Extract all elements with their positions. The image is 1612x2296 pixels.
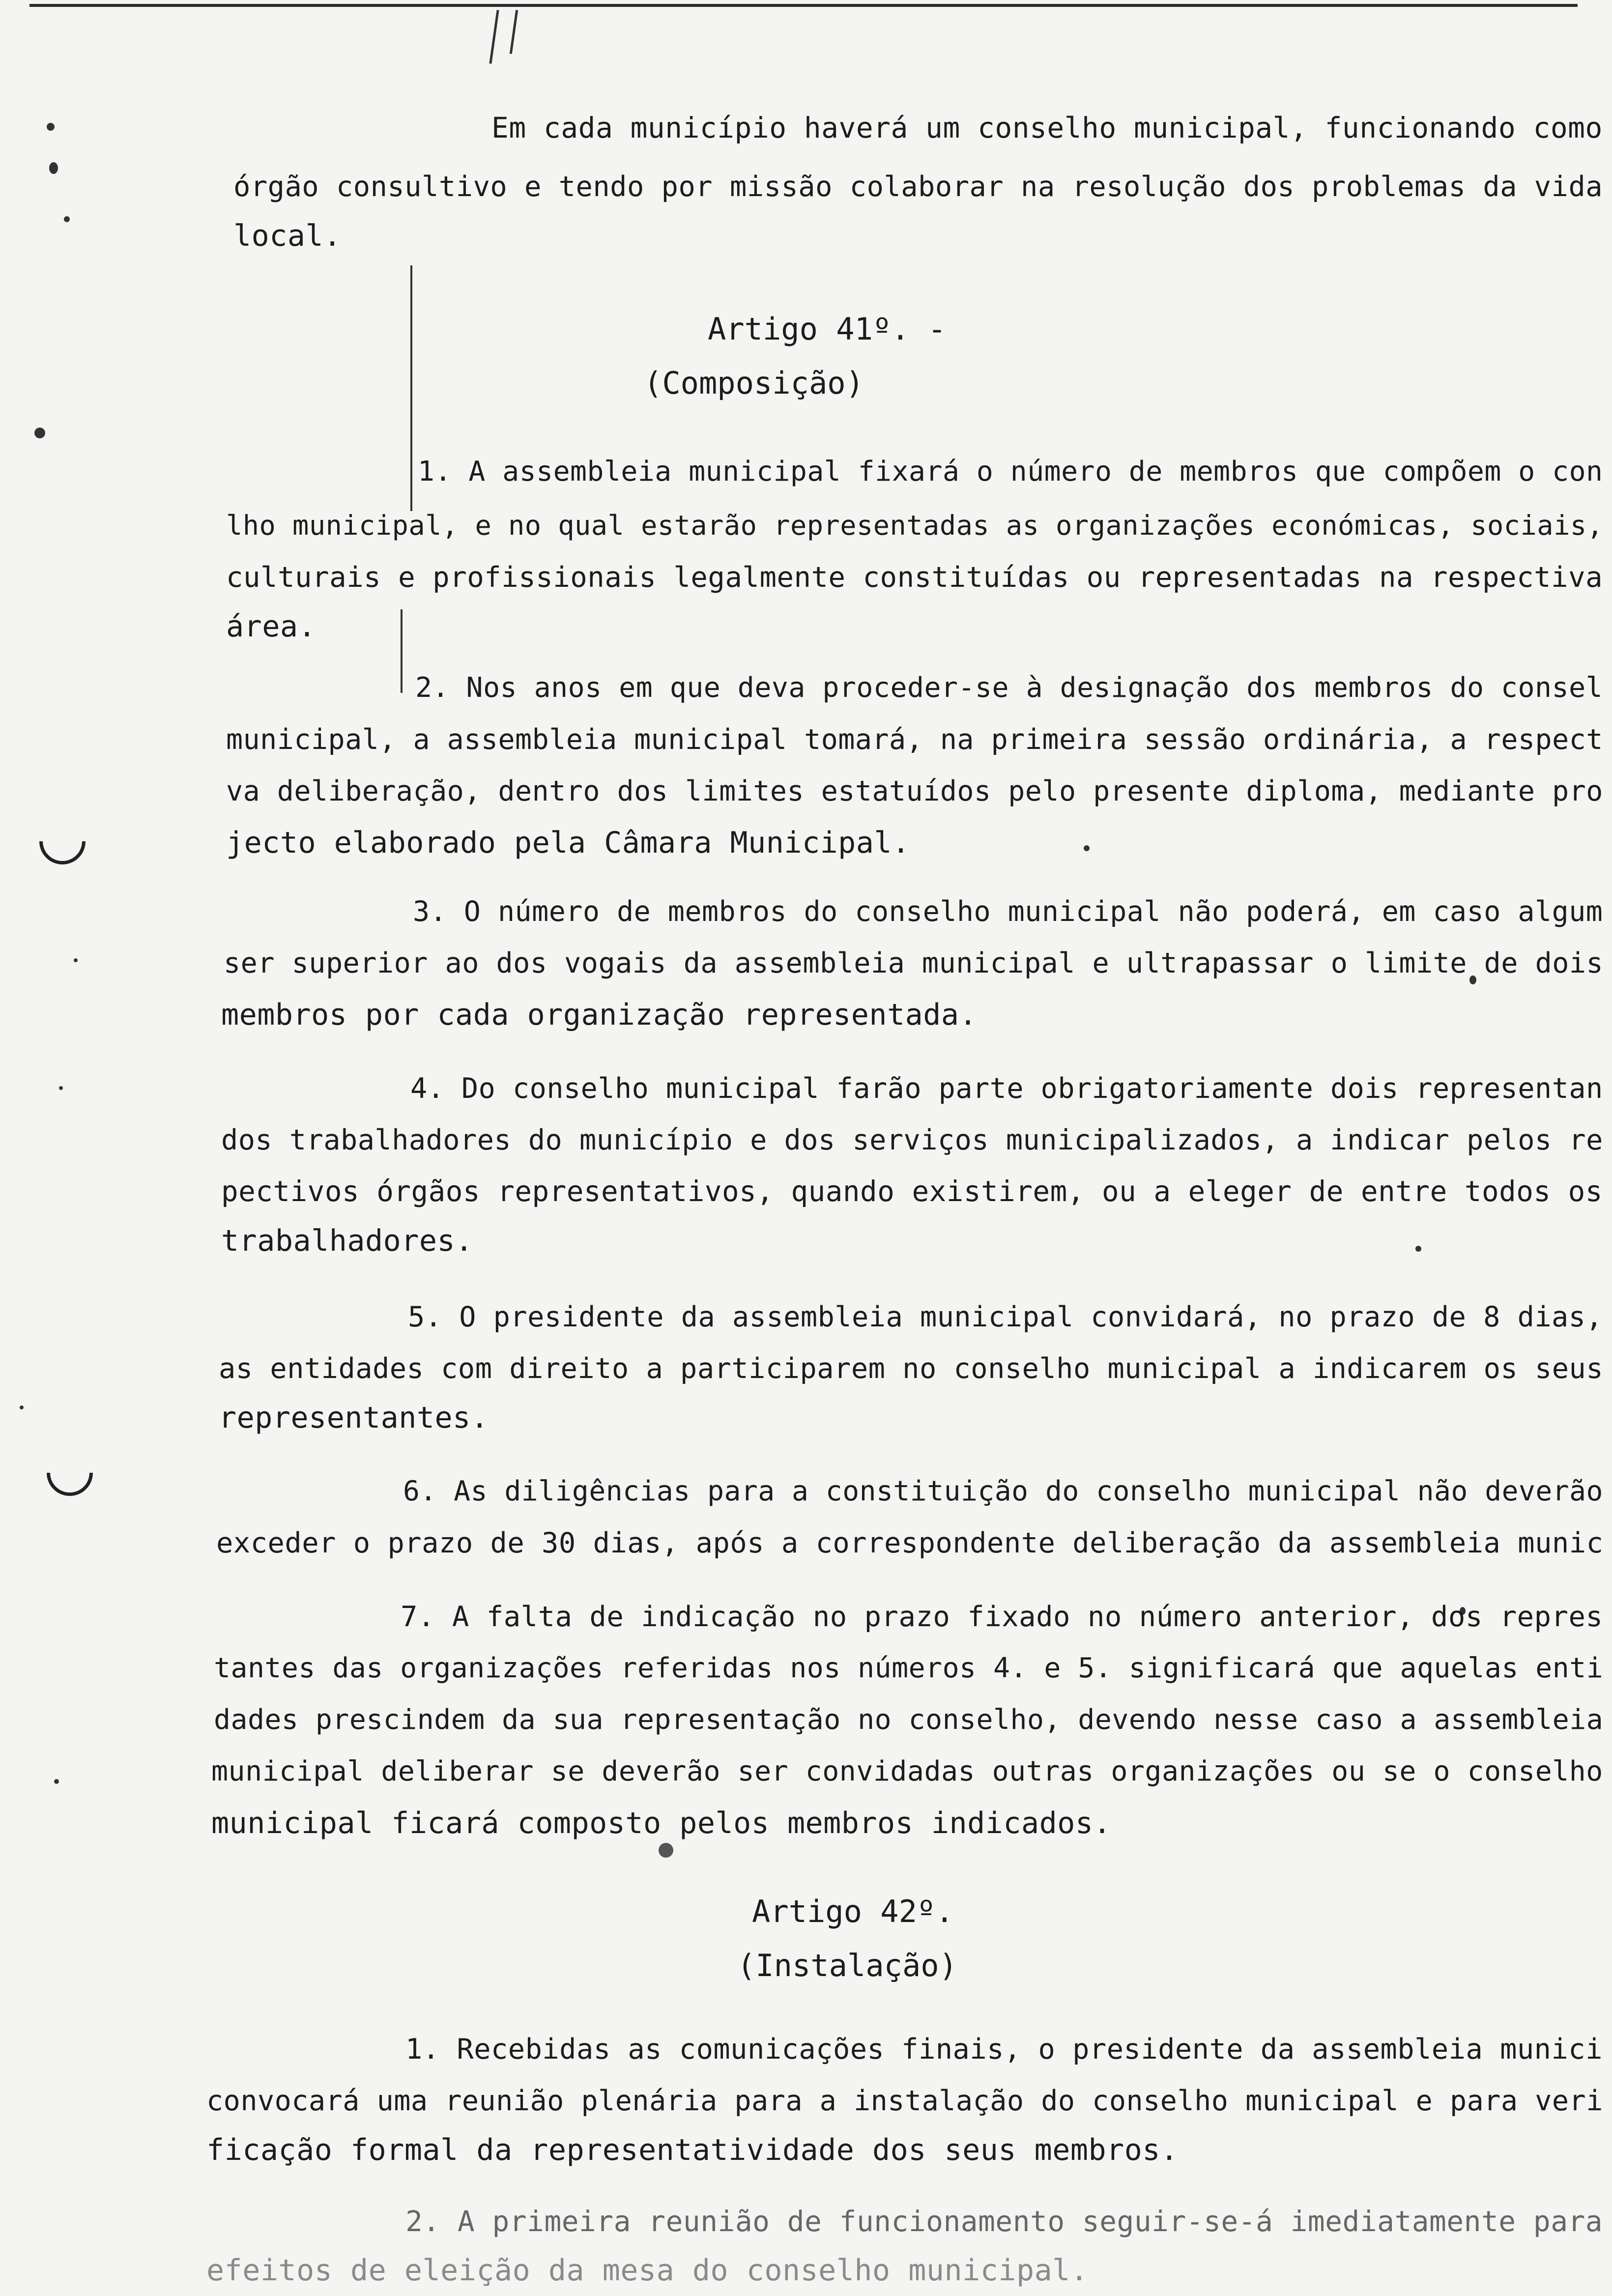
margin-mark bbox=[510, 10, 518, 54]
top-border-line bbox=[29, 4, 1578, 7]
article-42-subtitle: (Instalação) bbox=[737, 1948, 957, 1983]
article-42-title: Artigo 42º. bbox=[752, 1894, 954, 1929]
paragraph-line: municipal ficará composto pelos membros indicados. bbox=[211, 1806, 1112, 1840]
intro-line: local. bbox=[233, 219, 342, 253]
paragraph-line: 2. A primeira reunião de funcionamento seguir-se-á imediatamente para bbox=[405, 2205, 1603, 2238]
paragraph-line: 7. A falta de indicação no prazo fixado no número anterior, dos repres bbox=[401, 1601, 1603, 1633]
intro-line: órgão consultivo e tendo por missão colaborar na resolução dos problemas da vida bbox=[233, 171, 1603, 203]
paragraph-line: va deliberação, dentro dos limites estatuídos pelo presente diploma, mediante pro bbox=[226, 775, 1603, 807]
paragraph-line: 6. As diligências para a constituição do conselho municipal não deverão bbox=[403, 1475, 1603, 1507]
paragraph-line: ser superior ao dos vogais da assembleia municipal e ultrapassar o limite de dois bbox=[224, 947, 1604, 979]
paragraph-line: dades prescindem da sua representação no conselho, devendo nesse caso a assembleia bbox=[214, 1704, 1604, 1736]
scan-speck bbox=[34, 428, 45, 438]
paragraph-line: membros por cada organização representada. bbox=[221, 998, 978, 1032]
paragraph-line: 4. Do conselho municipal farão parte obrigatoriamente dois representan bbox=[410, 1072, 1603, 1105]
paragraph-line: exceder o prazo de 30 dias, após a correspondente deliberação da assembleia munic bbox=[216, 1527, 1604, 1559]
paragraph-line: efeitos de eleição da mesa do conselho municipal. bbox=[206, 2253, 1089, 2288]
scan-speck bbox=[47, 123, 55, 131]
margin-mark bbox=[410, 265, 412, 511]
paragraph-line: 2. Nos anos em que deva proceder-se à designação dos membros do consel bbox=[415, 672, 1603, 704]
paragraph-line: 1. Recebidas as comunicações finais, o presidente da assembleia munici bbox=[405, 2033, 1603, 2066]
binding-hole-mark bbox=[37, 1440, 103, 1506]
scan-speck bbox=[20, 1406, 24, 1409]
scan-speck bbox=[1415, 1246, 1421, 1252]
margin-mark bbox=[401, 609, 403, 693]
paragraph-line: 1. A assembleia municipal fixará o número de membros que compõem o con bbox=[418, 456, 1603, 488]
paragraph-line: lho municipal, e no qual estarão representadas as organizações económicas, sociais, bbox=[226, 510, 1604, 542]
scan-speck bbox=[59, 1086, 63, 1090]
paragraph-line: tantes das organizações referidas nos números 4. e 5. significará que aquelas enti bbox=[214, 1652, 1604, 1684]
binding-hole-mark bbox=[30, 809, 95, 874]
article-41-subtitle: (Composição) bbox=[644, 365, 864, 401]
intro-line: Em cada município haverá um conselho municipal, funcionando como bbox=[491, 111, 1603, 144]
paragraph-line: área. bbox=[226, 609, 317, 644]
paragraph-line: dos trabalhadores do município e dos serviços municipalizados, a indicar pelos re bbox=[221, 1124, 1603, 1156]
paragraph-line: culturais e profissionais legalmente constituídas ou representadas na respectiva bbox=[226, 561, 1603, 594]
scan-speck bbox=[74, 958, 78, 962]
scan-speck bbox=[49, 162, 58, 174]
scan-speck bbox=[64, 216, 70, 222]
paragraph-line: convocará uma reunião plenária para a instalação do conselho municipal e para veri bbox=[206, 2085, 1603, 2117]
paragraph-line: as entidades com direito a participarem no conselho municipal a indicarem os seus bbox=[219, 1352, 1604, 1385]
paragraph-line: municipal, a assembleia municipal tomará, na primeira sessão ordinária, a respect bbox=[226, 723, 1603, 756]
paragraph-line: pectivos órgãos representativos, quando existirem, ou a eleger de entre todos os bbox=[221, 1175, 1603, 1208]
margin-mark bbox=[489, 10, 499, 64]
paragraph-line: trabalhadores. bbox=[221, 1224, 473, 1258]
paragraph-line: jecto elaborado pela Câmara Municipal. bbox=[226, 826, 910, 860]
scan-speck bbox=[1084, 845, 1090, 851]
scan-speck bbox=[54, 1779, 59, 1784]
scan-speck bbox=[659, 1843, 673, 1858]
paragraph-line: representantes. bbox=[219, 1401, 489, 1435]
paragraph-line: 5. O presidente da assembleia municipal convidará, no prazo de 8 dias, bbox=[408, 1301, 1603, 1333]
paragraph-line: 3. O número de membros do conselho municipal não poderá, em caso algum bbox=[413, 895, 1603, 928]
paragraph-line: ficação formal da representatividade dos seus membros. bbox=[206, 2133, 1179, 2167]
paragraph-line: municipal deliberar se deverão ser convidadas outras organizações ou se o conselho bbox=[211, 1755, 1603, 1787]
article-41-title: Artigo 41º. - bbox=[708, 311, 947, 347]
